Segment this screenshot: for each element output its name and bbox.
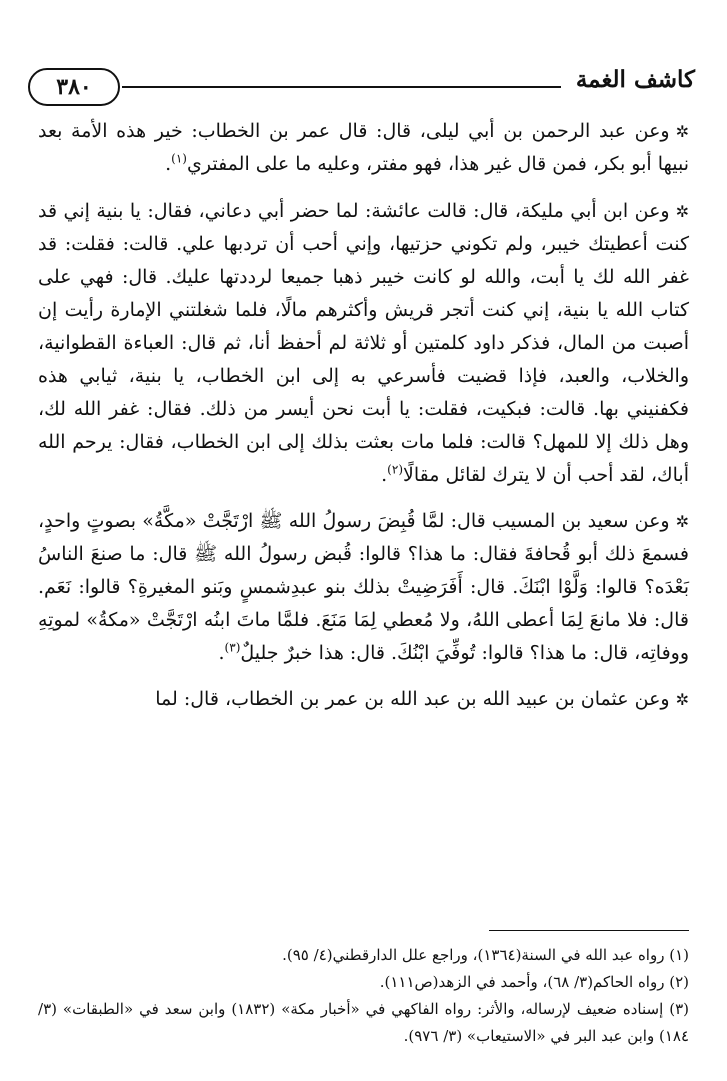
footnote: (٣) إسناده ضعيف لإرساله، والأثر: رواه الفاكهي في «أخبار مكة» (١٨٣٢) وابن سعد في «الطبقات» (٣/ ١٨٤) وابن عبد البر في «الاستيعاب» (٣/ ٩٧٦). bbox=[38, 1000, 689, 1045]
paragraph-tail: . bbox=[218, 642, 225, 664]
paragraph bbox=[38, 683, 689, 716]
footnote-ref[interactable]: (٢) bbox=[387, 462, 403, 477]
page-number: ٣٨٠ bbox=[28, 68, 120, 106]
footnote-divider bbox=[489, 930, 689, 931]
main-text bbox=[38, 115, 689, 729]
paragraph-text: وعن عبد الرحمن بن أبي ليلى، قال: قال عمر بن الخطاب: خير هذه الأمة بعد نبيها أبو بكر، فمن قال غير هذا، فهو مفتر، وعليه ما على المفتري bbox=[38, 120, 689, 175]
paragraph-text: وعن ابن أبي مليكة، قال: قالت عائشة: لما حضر أبي دعاني، فقال: يا بنية إني قد كنت أعطيتك خيبر، ولم تكوني حزتيها، وإني أحب أن تردبها علي. قالت: فقلت: قد غفر الله لك يا أبت، والله لو كانت خيبر ذهبا جميعا لرددتها عليك. قال: فهي على كتاب الله يا بنية، إني كنت أتجر قريش وأكثرهم مالًا، فلما شغلتني الإمارة رأيت إن أصبت من المال، فذكر داود كلمتين أو ثلاثة لم أحفظ أنا، ثم قال: العباءة القطوانية، والخلاب، والعبد، فإذا قضيت فأسرعي به إلى ابن الخطاب، يا بنية، ثيابي هذه فكفنيني بها. قالت: فبكيت، فقلت: يا أبت نحن أيسر من ذلك. فقال: غفر الله لك، وهل ذلك إلا للمهل؟ قالت: فلما مات بعثت بذلك إلى ابن الخطاب، فقال: يرحم الله أباك، لقد أحب أن لا يترك لقائل مقالًا bbox=[38, 200, 689, 486]
star-icon: ✲ bbox=[675, 690, 689, 709]
paragraph bbox=[38, 505, 689, 670]
paragraph-tail: . bbox=[381, 464, 388, 486]
page-header bbox=[28, 62, 699, 110]
paragraph-tail: . bbox=[165, 153, 172, 175]
header-rule bbox=[122, 86, 561, 88]
star-icon: ✲ bbox=[675, 512, 689, 531]
paragraph bbox=[38, 195, 689, 492]
star-icon: ✲ bbox=[675, 202, 689, 221]
paragraph-text: وعن سعيد بن المسيب قال: لمَّا قُبِضَ رسولُ الله ﷺ ارْتَجَّتْ «مكَّةُ» بصوتٍ واحدٍ، فسمعَ ذلك أبو قُحافةَ فقال: ما هذا؟ قالوا: قُبض رسولُ الله ﷺ قال: ما صنعَ الناسُ بَعْدَه؟ قالوا: وَلَّوْا ابْنَكَ. قال: أَفَرَضِيتْ بذلك بنو عبدِشمسٍ وبَنو المغيرةِ؟ قالوا: نَعَم. قال: فلا مانعَ لِمَا أعطى اللهُ، ولا مُعطي لِمَا مَنَعَ. فلمَّا ماتَ ابنُه ارْتَجَّتْ «مكةُ» لموتِهِ ووفاتِه، قال: ما هذا؟ قالوا: تُوفِّيَ ابْنُكَ. قال: هذا خبرٌ جليلٌ bbox=[38, 510, 689, 664]
paragraph bbox=[38, 115, 689, 181]
footnote-ref[interactable]: (١) bbox=[171, 151, 187, 166]
footnote: (١) رواه عبد الله في السنة(١٣٦٤)، وراجع علل الدارقطني(٤/ ٩٥). bbox=[282, 946, 689, 964]
footnote: (٢) رواه الحاكم(٣/ ٦٨)، وأحمد في الزهد(ص١١١). bbox=[379, 973, 689, 991]
paragraph-text: وعن عثمان بن عبيد الله بن عبد الله بن عمر بن الخطاب، قال: لما bbox=[155, 688, 670, 710]
footnotes bbox=[38, 942, 689, 1050]
footnote-ref[interactable]: (٣) bbox=[224, 640, 241, 655]
star-icon: ✲ bbox=[675, 122, 689, 141]
book-title: كاشف الغمة bbox=[575, 66, 695, 93]
